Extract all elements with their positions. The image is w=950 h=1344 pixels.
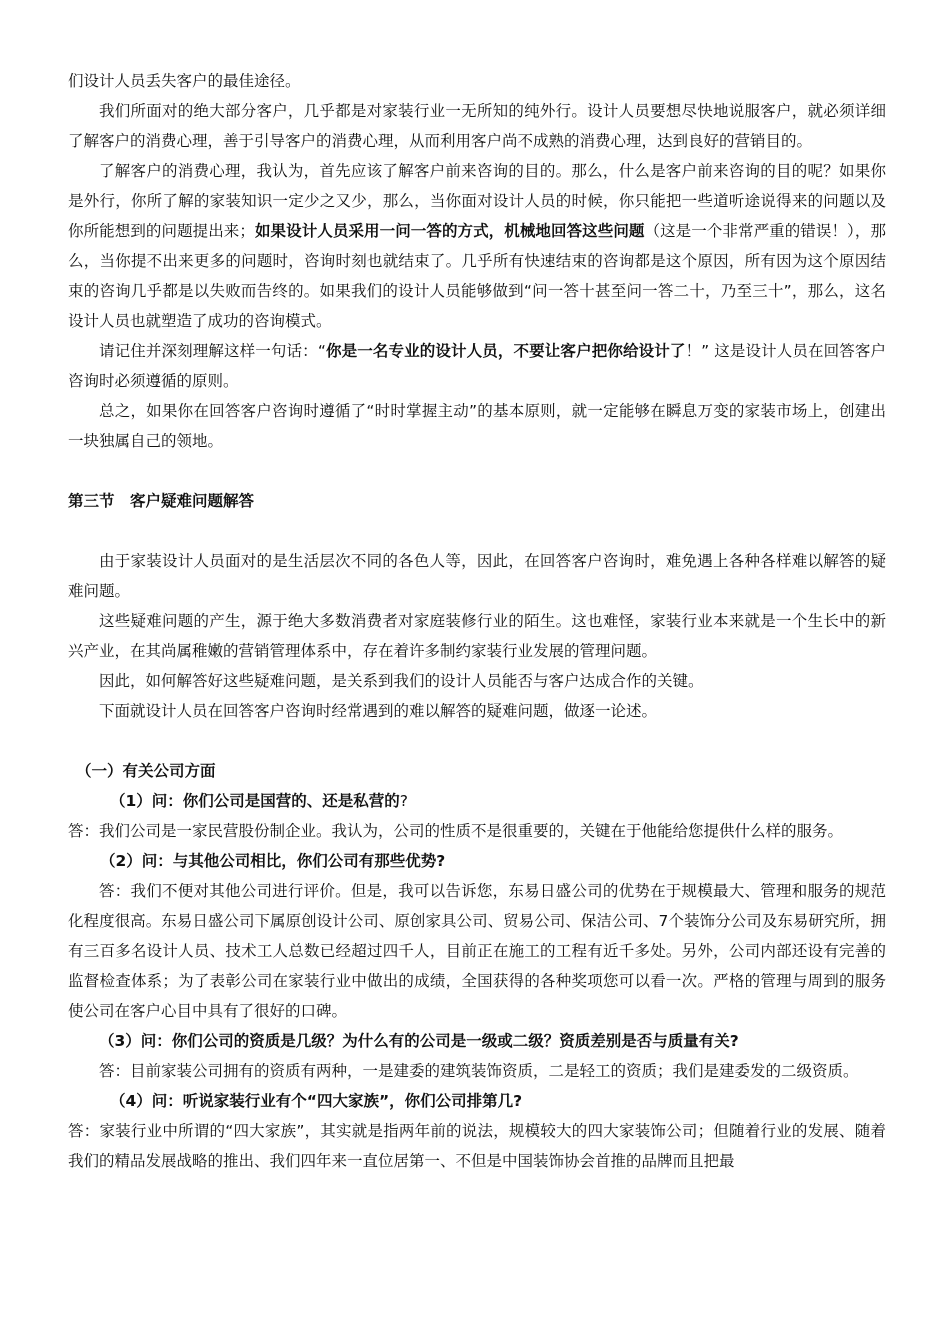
answer-1: 答：我们公司是一家民营股份制企业。我认为，公司的性质不是很重要的，关键在于他能给您提供什么样的服务。 <box>68 822 844 840</box>
paragraph-key-sentence <box>68 336 886 396</box>
question-2: （2）问：与其他公司相比，你们公司有那些优势? <box>100 852 446 870</box>
paragraph-consult-purpose <box>68 156 886 336</box>
question-mark: ? <box>399 792 409 810</box>
paragraph-consumer-psychology: 我们所面对的绝大部分客户，几乎都是对家装行业一无所知的纯外行。设计人员要想尽快地说服客户，就必须详细了解客户的消费心理，善于引导客户的消费心理，从而利用客户尚不成熟的消费心理，达到良好的营销目的。 <box>68 102 886 150</box>
section-paragraph: 因此，如何解答好这些疑难问题，是关系到我们的设计人员能否与客户达成合作的关键。 <box>99 672 704 690</box>
text-run: 请记住并深刻理解这样一句话：“ <box>99 342 326 360</box>
subsection-heading: （一）有关公司方面 <box>76 762 216 780</box>
paragraph-continuation: 们设计人员丢失客户的最佳途径。 <box>68 72 301 90</box>
answer-3: 答：目前家装公司拥有的资质有两种，一是建委的建筑装饰资质，二是轻工的资质；我们是建委发的二级资质。 <box>99 1062 859 1080</box>
answer-4: 答：家装行业中所谓的“四大家族”，其实就是指两年前的说法，规模较大的四大家装饰公司；但随着行业的发展、随着我们的精品发展战略的推出、我们四年来一直位居第一、不但是中国装饰协会首推的品牌而且把最 <box>68 1122 886 1170</box>
section-heading: 第三节 客户疑难问题解答 <box>68 492 255 510</box>
answer-2: 答：我们不便对其他公司进行评价。但是，我可以告诉您，东易日盛公司的优势在于规模最大、管理和服务的规范化程度很高。东易日盛公司下属原创设计公司、原创家具公司、贸易公司、保洁公司、7个装饰分公司及东易研究所，拥有三百多名设计人员、技术工人总数已经超过四千人，目前正在施工的工程有近千多处。另外，公司内部还设有完善的监督检查体系；为了表彰公司在家装行业中做出的成绩，全国获得的各种奖项您可以看一次。严格的管理与周到的服务使公司在客户心目中具有了很好的口碑。 <box>68 882 886 1020</box>
question-4: （4）问：听说家装行业有个“四大家族”，你们公司排第几? <box>110 1092 523 1110</box>
text-run: ！” 这是设计人员在回答客户咨询时必须遵循的原则。 <box>68 342 886 390</box>
section-paragraph: 下面就设计人员在回答客户咨询时经常遇到的难以解答的疑难问题，做逐一论述。 <box>99 702 658 720</box>
paragraph-summary: 总之，如果你在回答客户咨询时遵循了“时时掌握主动”的基本原则，就一定能够在瞬息万变的家装市场上，创建出一块独属自己的领地。 <box>68 402 886 450</box>
section-paragraph: 这些疑难问题的产生，源于绝大多数消费者对家庭装修行业的陌生。这也难怪，家装行业本来就是一个生长中的新兴产业，在其尚属稚嫩的营销管理体系中，存在着许多制约家装行业发展的管理问题。 <box>68 612 886 660</box>
text-run: 了解客户的消费心理，我认为，首先应该了解客户前来咨询的目的。那么，什么是客户前来咨询的目的呢？如果你是外行，你所了解的家装知识一定少之又少，那么，当你面对设计人员的时候，你只能把一些道听途说得来的问题以及你所能想到的问题提出来； <box>68 162 886 240</box>
bold-emphasis: 你是一名专业的设计人员，不要让客户把你给设计了 <box>325 342 686 360</box>
question-text: （1）问：你们公司是国营的、还是私营的 <box>110 792 400 810</box>
question-1 <box>68 786 886 816</box>
question-3: （3）问：你们公司的资质是几级？为什么有的公司是一级或二级？资质差别是否与质量有关? <box>99 1032 739 1050</box>
bold-emphasis: 如果设计人员采用一问一答的方式，机械地回答这些问题 <box>254 222 645 240</box>
document-page <box>68 66 886 1176</box>
text-run: （这是一个非常严重的错误！），那么，当你提不出来更多的问题时，咨询时刻也就结束了。几乎所有快速结束的咨询都是这个原因，所有因为这个原因结束的咨询几乎都是以失败而告终的。如果我们的设计人员能够做到“问一答十甚至问一答二十，乃至三十”，那么，这名设计人员也就塑造了成功的咨询模式。 <box>68 222 886 330</box>
section-paragraph: 由于家装设计人员面对的是生活层次不同的各色人等，因此，在回答客户咨询时，难免遇上各种各样难以解答的疑难问题。 <box>68 552 886 600</box>
